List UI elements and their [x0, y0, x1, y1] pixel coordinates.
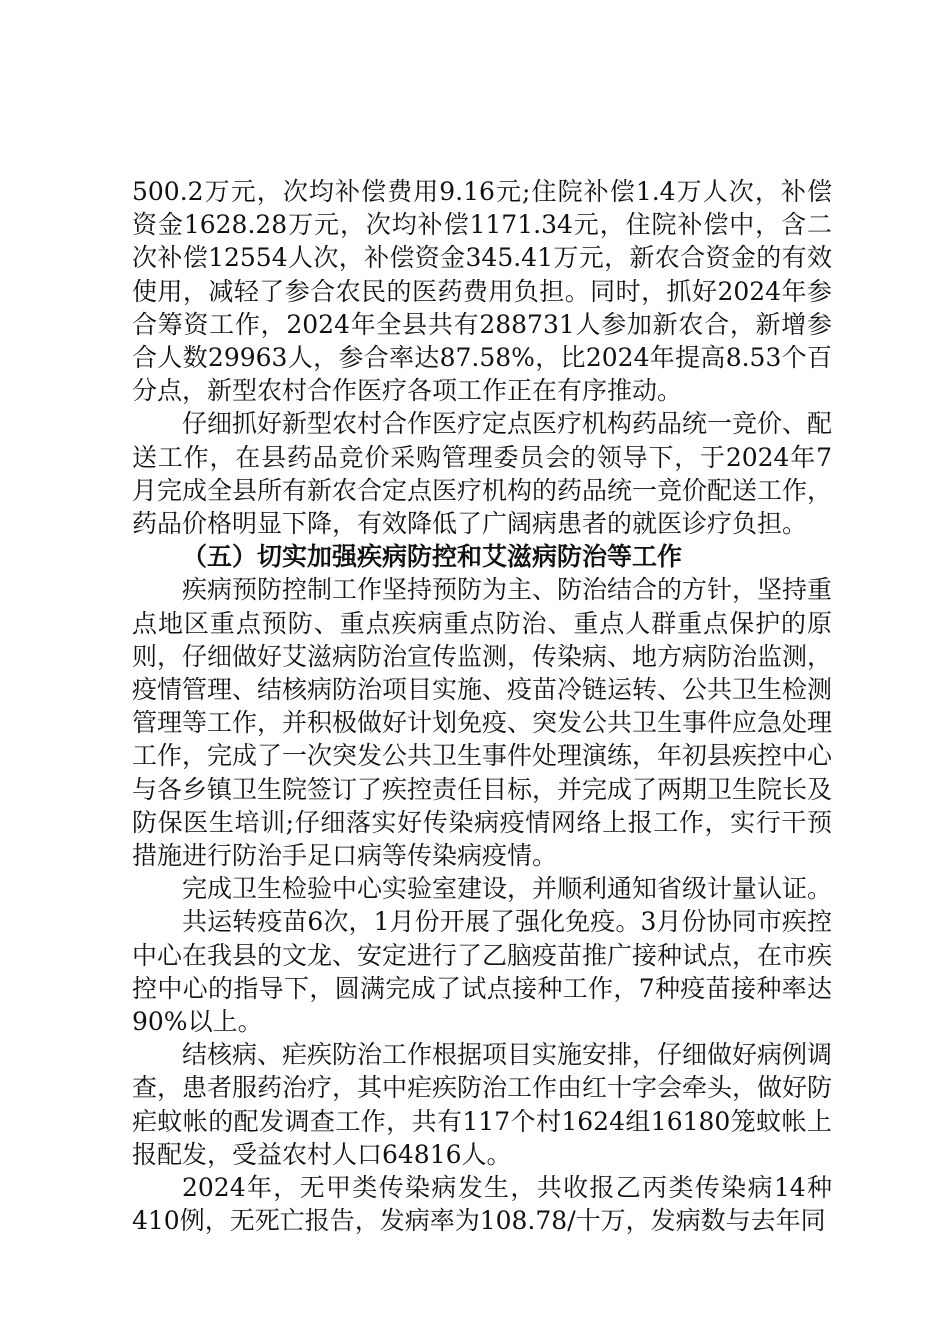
paragraph-vaccine: 共运转疫苗6次，1月份开展了强化免疫。3月份协同市疾控中心在我县的文龙、安定进行了乙脑疫苗推广接种试点，在市疾控中心的指导下，圆满完成了试点接种工作，7种疫苗接种率达90%以上。	[132, 907, 833, 1037]
paragraph-compensation-stats: 500.2万元，次均补偿费用9.16元;住院补偿1.4万人次，补偿资金1628.28万元，次均补偿1171.34元，住院补偿中，含二次补偿12554人次，补偿资金345.41万元，新农合资金的有效使用，减轻了参合农民的医药费用负担。同时，抓好2024年参合筹资工作，2024年全县共有288731人参加新农合，新增参合人数29963人，参合率达87.58%，比2024年提高8.53个百分点，新型农村合作医疗各项工作正在有序推动。	[132, 177, 832, 406]
paragraph-lab-construction: 完成卫生检验中心实验室建设，并顺利通知省级计量认证。	[182, 874, 833, 904]
paragraph-disease-prevention: 疾病预防控制工作坚持预防为主、防治结合的方针，坚持重点地区重点预防、重点疾病重点防治、重点人群重点保护的原则，仔细做好艾滋病防治宣传监测，传染病、地方病防治监测，疫情管理、结核病防治项目实施、疫苗冷链运转、公共卫生检测管理等工作，并积极做好计划免疫、突发公共卫生事件应急处理工作，完成了一次突发公共卫生事件处理演练，年初县疾控中心与各乡镇卫生院签订了疾控责任目标，并完成了两期卫生院长及防保医生培训;仔细落实好传染病疫情网络上报工作，实行干预措施进行防治手足口病等传染病疫情。	[132, 575, 833, 871]
section-heading-disease-control: （五）切实加强疾病防控和艾滋病防治等工作	[182, 542, 683, 572]
document-body	[132, 175, 832, 1238]
paragraph-tuberculosis-malaria: 结核病、疟疾防治工作根据项目实施安排，仔细做好病例调查，患者服药治疗，其中疟疾防治工作由红十字会牵头，做好防疟蚊帐的配发调查工作，共有117个村1624组16180笼蚊帐上报配发，受益农村人口64816人。	[132, 1040, 833, 1169]
paragraph-infectious-disease-report: 2024年，无甲类传染病发生，共收报乙丙类传染病14种410例，无死亡报告，发病率为108.78/十万，发病数与去年同	[132, 1173, 832, 1236]
paragraph-drug-pricing: 仔细抓好新型农村合作医疗定点医疗机构药品统一竞价、配送工作，在县药品竞价采购管理委员会的领导下，于2024年7月完成全县所有新农合定点医疗机构的药品统一竞价配送工作，药品价格明显下降，有效降低了广阔病患者的就医诊疗负担。	[132, 409, 833, 539]
